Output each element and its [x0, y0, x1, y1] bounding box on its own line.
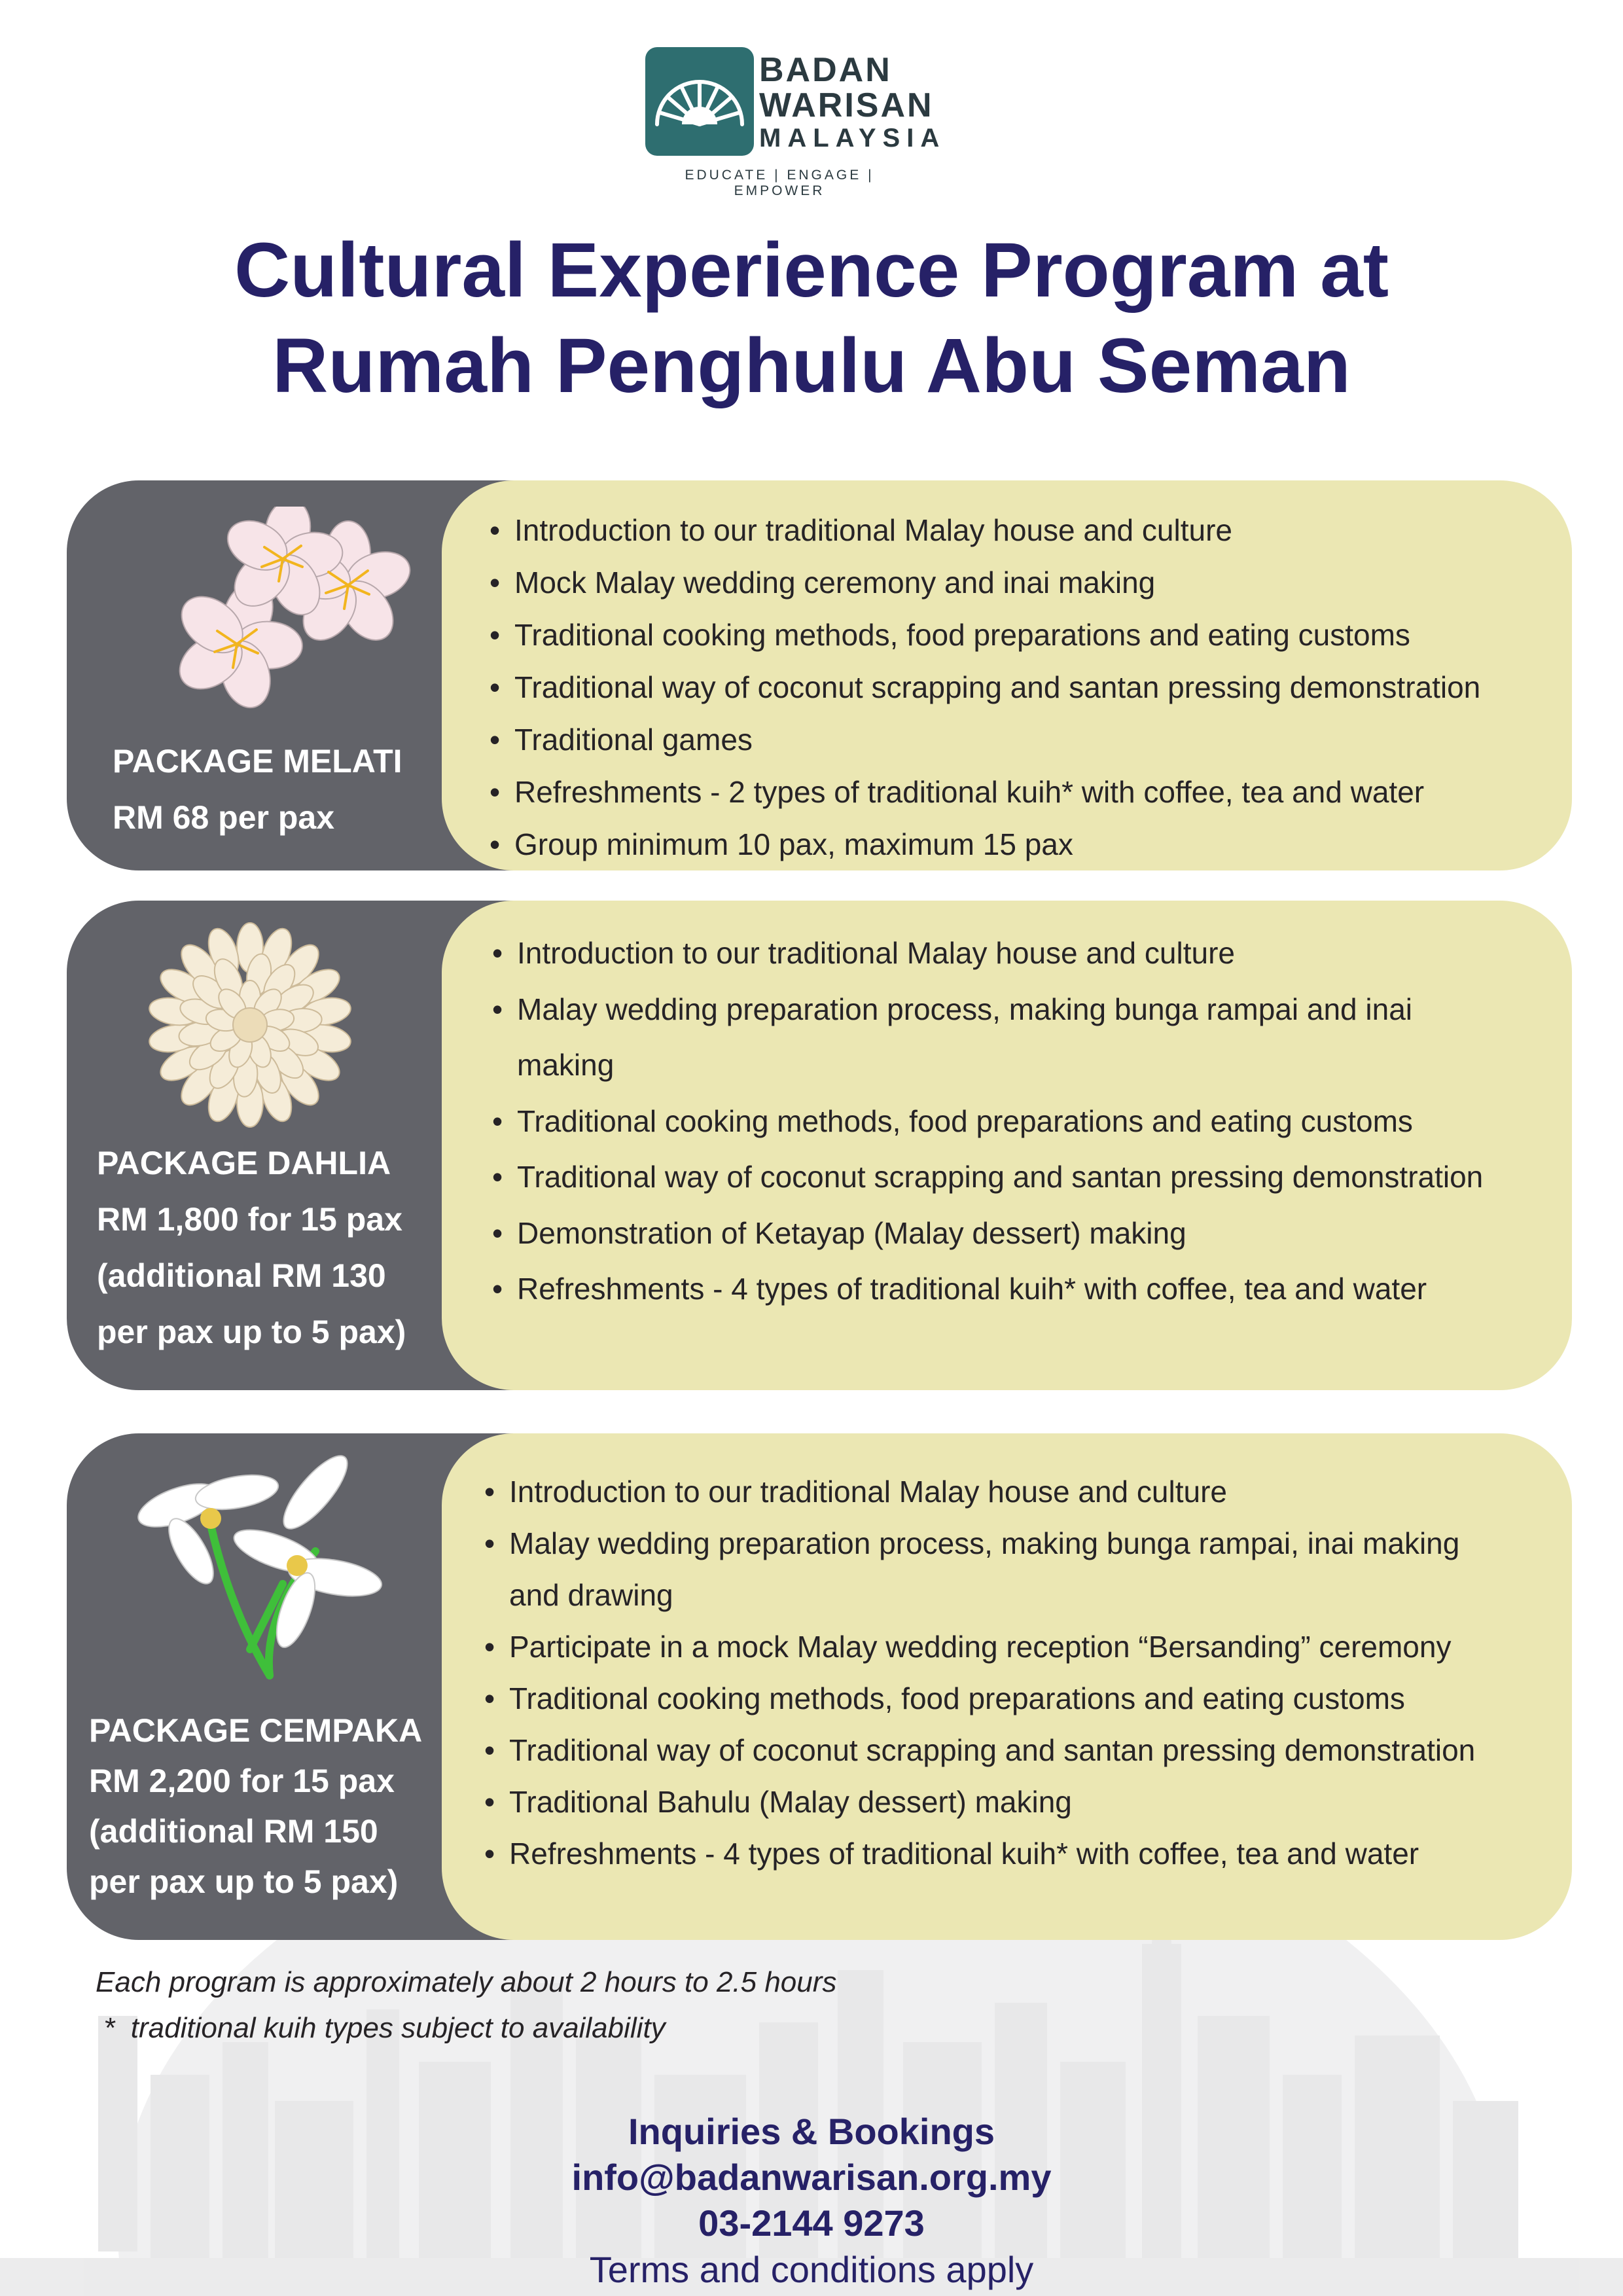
logo-tagline: EDUCATE | ENGAGE | EMPOWER	[685, 168, 874, 198]
list-item: • Group minimum 10 pax, maximum 15 pax	[514, 818, 1480, 870]
list-item: • Traditional cooking methods, food preparations and eating customs	[514, 609, 1480, 661]
package-name: PACKAGE CEMPAKA	[89, 1712, 423, 1749]
package-dahlia-card	[67, 901, 1572, 1390]
package-price-line: (additional RM 130	[97, 1257, 386, 1294]
package-price-line: RM 2,200 for 15 pax	[89, 1763, 395, 1799]
fan-window-icon	[645, 47, 754, 156]
badan-warisan-logo	[645, 47, 946, 198]
list-item: • Traditional cooking methods, food preparations and eating customs	[509, 1673, 1475, 1725]
list-item: • Traditional Bahulu (Malay dessert) making	[509, 1776, 1475, 1828]
list-item: • Refreshments - 2 types of traditional kuih* with coffee, tea and water	[514, 766, 1480, 818]
title-line-1: Cultural Experience Program at	[234, 227, 1389, 314]
logo-word-2: WARISAN	[759, 86, 934, 124]
list-item-continuation: and drawing	[509, 1578, 673, 1612]
package-price-line: RM 68 per pax	[113, 799, 335, 836]
list-item: • Introduction to our traditional Malay house and culture	[509, 1466, 1475, 1518]
package-melati-activity-list	[514, 504, 1480, 870]
logo-word-3: MALAYSIA	[759, 124, 946, 152]
package-dahlia-title	[97, 1135, 406, 1360]
list-item: • Refreshments - 4 types of traditional kuih* with coffee, tea and water	[509, 1828, 1475, 1880]
package-price-line: RM 1,800 for 15 pax	[97, 1201, 402, 1238]
page-title	[0, 223, 1623, 414]
contact-phone[interactable]: 03-2144 9273	[698, 2202, 925, 2244]
package-cempaka-activity-list	[509, 1466, 1475, 1880]
title-line-2: Rumah Penghulu Abu Seman	[272, 323, 1351, 409]
program-notes	[96, 1960, 836, 2051]
list-item: • Traditional way of coconut scrapping and santan pressing demonstration	[514, 661, 1480, 713]
contact-heading: Inquiries & Bookings	[628, 2111, 995, 2152]
list-item: • Malay wedding preparation process, making bunga rampai, inai making	[509, 1518, 1475, 1570]
list-item: • Participate in a mock Malay wedding reception “Bersanding” ceremony	[509, 1621, 1475, 1673]
contact-section	[0, 2109, 1623, 2293]
logo-mark	[645, 47, 754, 156]
contact-email[interactable]: info@badanwarisan.org.my	[571, 2157, 1052, 2198]
list-item: • Refreshments - 4 types of traditional kuih* with coffee, tea and water	[517, 1261, 1483, 1318]
list-item: • Traditional cooking methods, food preparations and eating customs	[517, 1094, 1483, 1150]
package-name: PACKAGE DAHLIA	[97, 1145, 391, 1181]
package-price-line: (additional RM 150	[89, 1813, 378, 1850]
package-price-line: per pax up to 5 pax)	[89, 1863, 399, 1900]
package-price-line: per pax up to 5 pax)	[97, 1314, 406, 1350]
list-item: • Introduction to our traditional Malay house and culture	[514, 504, 1480, 556]
frangipani-flower-icon	[165, 507, 479, 716]
list-item: • Mock Malay wedding ceremony and inai making	[514, 556, 1480, 609]
list-item: • Malay wedding preparation process, making bunga rampai and inai	[517, 982, 1483, 1038]
package-melati-title	[113, 733, 402, 846]
package-melati-card	[67, 480, 1572, 870]
duration-note: Each program is approximately about 2 hours to 2.5 hours	[96, 1966, 837, 1998]
list-item: • Introduction to our traditional Malay house and culture	[517, 925, 1483, 982]
list-item-continuation: making	[517, 1048, 615, 1082]
package-cempaka-title	[89, 1706, 422, 1907]
cempaka-flower-icon	[132, 1453, 407, 1702]
list-item: • Traditional games	[514, 713, 1480, 766]
package-name: PACKAGE MELATI	[113, 743, 402, 780]
terms-note: Terms and conditions apply	[589, 2249, 1034, 2290]
list-item: • Traditional way of coconut scrapping and santan pressing demonstration	[517, 1149, 1483, 1206]
kuih-footnote: * traditional kuih types subject to availability	[96, 2012, 666, 2044]
list-item: • Traditional way of coconut scrapping and santan pressing demonstration	[509, 1725, 1475, 1776]
list-item: • Demonstration of Ketayap (Malay dessert) making	[517, 1206, 1483, 1262]
package-dahlia-activity-list	[517, 925, 1483, 1318]
package-cempaka-card	[67, 1433, 1572, 1940]
dahlia-flower-icon	[132, 920, 368, 1130]
logo-word-1: BADAN	[759, 51, 892, 89]
